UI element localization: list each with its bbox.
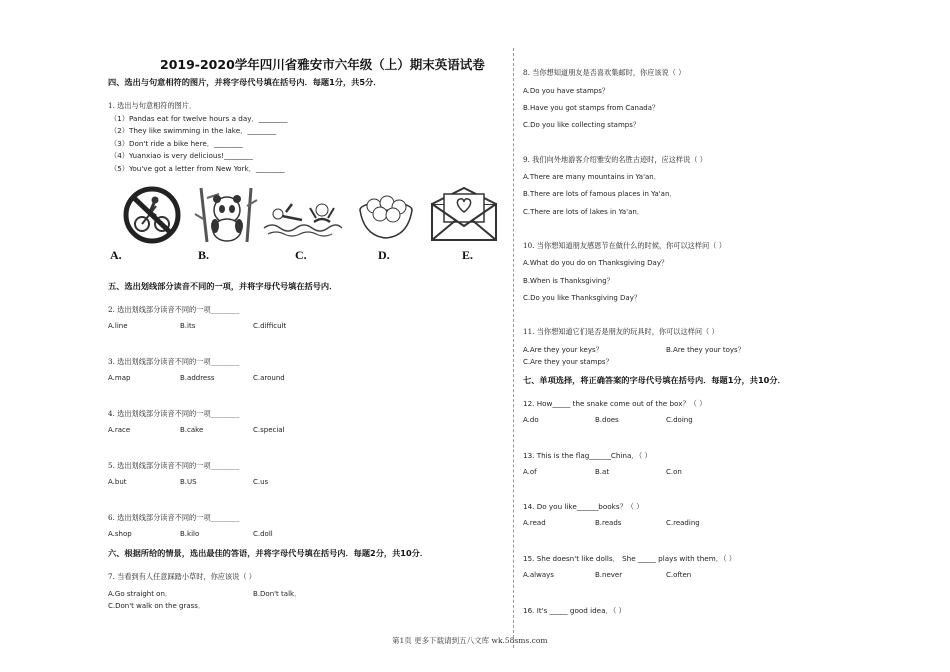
swimming-kids-icon [262,192,342,240]
q14-stem: 14. Do you like______books？（ ） [523,502,644,511]
q12-option-c: C.doing [666,416,693,424]
q5-option-c: C.us [253,478,269,486]
q10-option-a: A.What do you do on Thanksgiving Day？ [523,259,668,267]
q14-option-c: C.reading [666,519,700,527]
q1-item-3: （3）Don't ride a bike here．________ [110,139,243,148]
q15-option-a: A.always [523,571,554,579]
q5-option-b: B.US [180,478,197,486]
section-6-heading: 六、根据所给的情景，选出最佳的答语，并将字母代号填在括号内．每题2分，共10分． [108,548,429,558]
q12-stem: 12. How_____ the snake come out of the box？（ ） [523,399,707,408]
q1-item-4: （4）Yuanxiao is very delicious!________ [110,151,253,160]
q10-stem: 10. 当你想知道朋友感恩节在做什么的时候，你可以这样问（ ） [523,241,726,250]
q6-option-a: A.shop [108,530,132,538]
envelope-letter-icon [428,186,500,242]
q12-option-b: B.does [595,416,619,424]
q13-option-b: B.at [595,468,610,476]
q10-option-b: B.When is Thanksgiving？ [523,277,614,285]
picture-label-b: B. [198,248,210,262]
q11-option-b: B.Are they your toys？ [666,346,745,354]
q5-stem: 5. 选出划线部分读音不同的一项________ [108,461,240,470]
yuanxiao-bowl-icon [356,190,416,242]
q11-option-c: C.Are they your stamps？ [523,358,613,366]
q2-option-c: C.difficult [253,322,287,330]
q11-option-a: A.Are they your keys？ [523,346,603,354]
q15-option-b: B.never [595,571,623,579]
q6-stem: 6. 选出划线部分读音不同的一项________ [108,513,240,522]
q4-option-c: C.special [253,426,285,434]
picture-label-c: C. [295,248,307,262]
q7-option-a: A.Go straight on． [108,590,172,598]
panda-bamboo-icon [193,186,261,244]
q4-option-a: A.race [108,426,131,434]
q2-option-b: B.its [180,322,196,330]
q7-option-b: B.Don't talk． [253,590,302,598]
q4-option-b: B.cake [180,426,204,434]
q5-option-a: A.but [108,478,127,486]
q1-item-2: （2）They like swimming in the lake．________ [110,126,277,135]
q1-item-1: （1）Pandas eat for twelve hours a day．________ [110,114,288,123]
q13-stem: 13. This is the flag______China．（ ） [523,451,652,460]
q8-stem: 8. 当你想知道朋友是否喜欢集邮时，你应该说（ ） [523,68,686,77]
section-5-heading: 五、选出划线部分读音不同的一项，并将字母代号填在括号内． [108,281,338,291]
q10-option-c: C.Do you like Thanksgiving Day？ [523,294,641,302]
q2-stem: 2. 选出划线部分读音不同的一项________ [108,305,240,314]
picture-label-d: D. [378,248,390,262]
section-4-heading: 四、选出与句意相符的图片，并将字母代号填在括号内．每题1分，共5分． [108,77,382,87]
q11-stem: 11. 当你想知道它们是否是朋友的玩具时，你可以这样问（ ） [523,327,719,336]
q1-stem: 1. 选出与句意相符的图片． [108,101,197,110]
q4-stem: 4. 选出划线部分读音不同的一项________ [108,409,240,418]
q3-option-c: C.around [253,374,285,382]
q3-stem: 3. 选出划线部分读音不同的一项________ [108,357,240,366]
q8-option-c: C.Do you like collecting stamps？ [523,121,640,129]
q8-option-a: A.Do you have stamps？ [523,87,609,95]
q13-option-a: A.of [523,468,537,476]
picture-label-a: A. [110,248,122,262]
q2-option-a: A.line [108,322,128,330]
q16-stem: 16. It's _____ good idea．（ ） [523,606,626,615]
q9-option-a: A.There are many mountains in Ya'an． [523,173,661,181]
q6-option-c: C.doll [253,530,273,538]
page-footer: 第1页 更多下载请到五八文库 wk.58sms.com [392,636,548,645]
q9-stem: 9. 我们向外地游客介绍雅安的名胜古迹时，应这样说（ ） [523,155,707,164]
q6-option-b: B.kilo [180,530,200,538]
no-cycling-sign-icon [118,186,186,244]
q14-option-a: A.read [523,519,546,527]
column-divider [513,48,514,648]
q7-stem: 7. 当看到有人任意踩踏小草时，你应该说（ ） [108,572,256,581]
q3-option-a: A.map [108,374,131,382]
q14-option-b: B.reads [595,519,622,527]
q12-option-a: A.do [523,416,539,424]
q13-option-c: C.on [666,468,682,476]
picture-label-e: E. [462,248,474,262]
page-title: 2019-2020学年四川省雅安市六年级（上）期末英语试卷 [160,57,485,72]
section-7-heading: 七、单项选择，将正确答案的字母代号填在括号内．每题1分，共10分． [523,375,786,385]
q9-option-c: C.There are lots of lakes in Ya'an． [523,208,644,216]
q15-stem: 15. She doesn't like dolls． She _____ plays with them．（ ） [523,554,736,563]
q15-option-c: C.often [666,571,692,579]
q8-option-b: B.Have you got stamps from Canada？ [523,104,660,112]
q3-option-b: B.address [180,374,215,382]
q7-option-c: C.Don't walk on the grass． [108,602,205,610]
q1-item-5: （5）You've got a letter from New York．________ [110,164,285,173]
q9-option-b: B.There are lots of famous places in Ya'an． [523,190,677,198]
